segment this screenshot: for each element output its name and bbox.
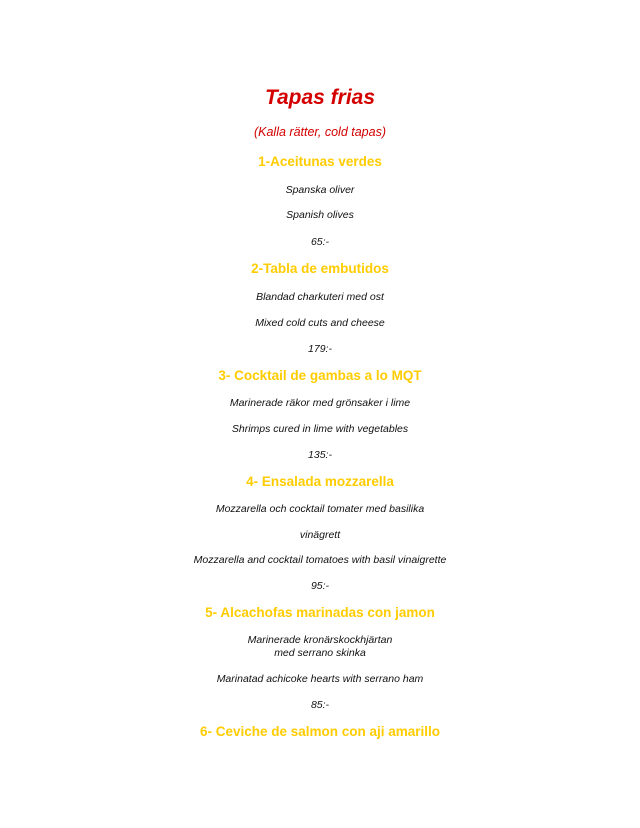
dish-price: 95:- [310, 580, 330, 592]
dish-name: 4- Ensalada mozzarella [246, 474, 394, 489]
dish-description-en: Shrimps cured in lime with vegetables [231, 423, 409, 435]
dish-price: 65:- [310, 236, 330, 248]
dish-description-sv-continued: med serrano skinka [274, 647, 366, 659]
dish-name: 1-Aceitunas verdes [258, 154, 382, 169]
dish-price: 85:- [310, 699, 330, 711]
dish-description-sv: Spanska oliver [285, 184, 355, 196]
dish-description-sv: Mozzarella och cocktail tomater med basilika [215, 503, 425, 515]
dish-description-sv: Blandad charkuteri med ost [256, 291, 384, 303]
dish-price: 179:- [308, 343, 332, 355]
dish-price: 135:- [308, 449, 332, 461]
dish-description-en: Mixed cold cuts and cheese [255, 317, 385, 329]
dish-description-sv: Marinerade räkor med grönsaker i lime [229, 397, 411, 409]
dish-name: 5- Alcachofas marinadas con jamon [205, 605, 435, 620]
menu-subtitle: (Kalla rätter, cold tapas) [253, 125, 386, 139]
menu-title: Tapas frias [264, 86, 376, 109]
dish-description-en: Spanish olives [286, 209, 354, 221]
dish-description-en: Marinatad achicoke hearts with serrano ham [216, 673, 424, 685]
dish-description-en: Mozzarella and cocktail tomatoes with basil vinaigrette [193, 554, 447, 566]
dish-description-sv-continued: vinägrett [299, 529, 341, 541]
dish-name: 6- Ceviche de salmon con aji amarillo [199, 724, 441, 739]
dish-name: 3- Cocktail de gambas a lo MQT [218, 368, 422, 383]
dish-name: 2-Tabla de embutidos [251, 261, 389, 276]
dish-description-sv: Marinerade kronärskockhjärtan [247, 634, 393, 646]
